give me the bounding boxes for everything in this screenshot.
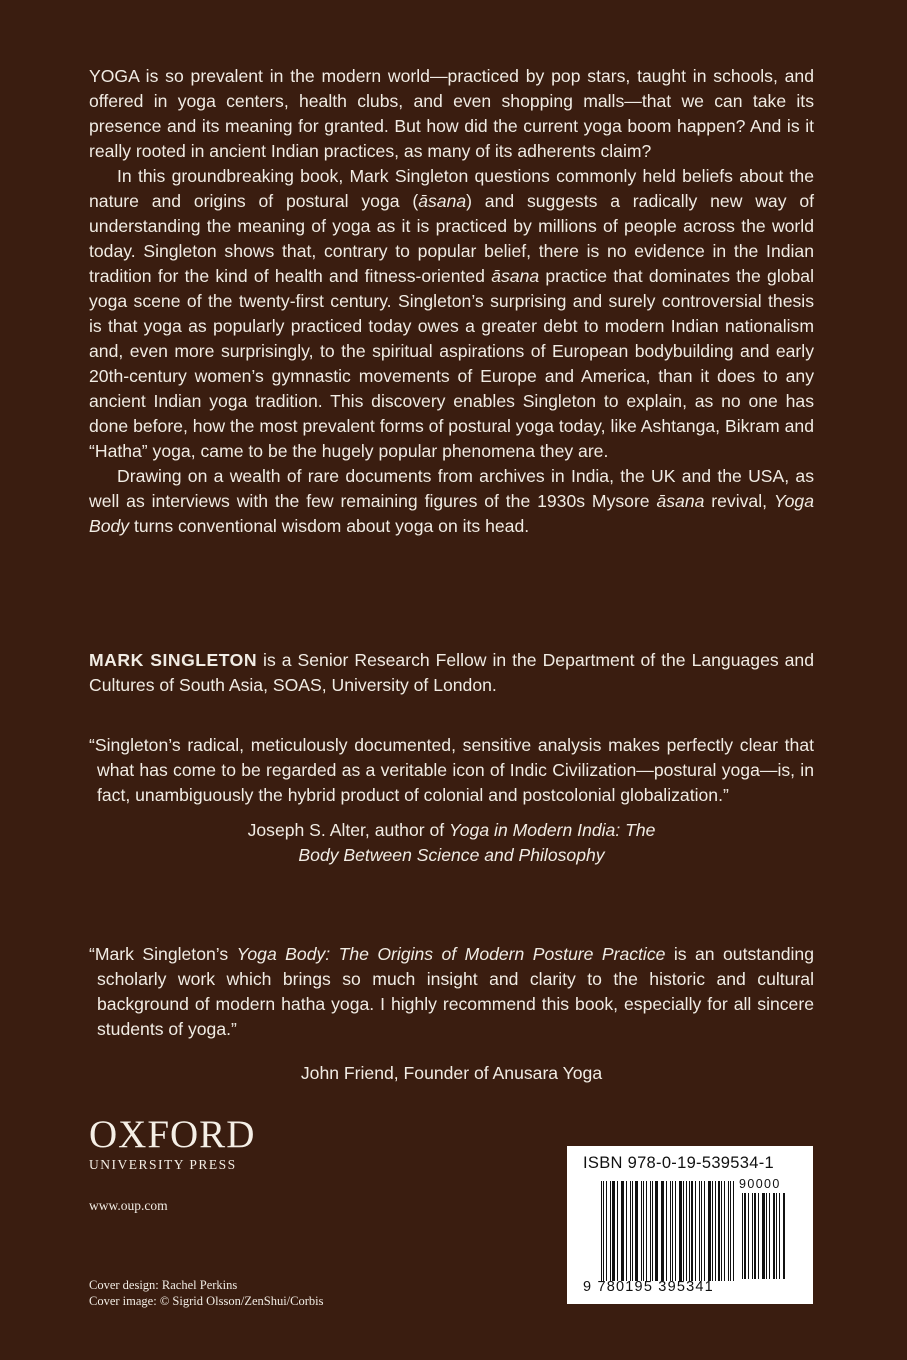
barcode-bar bbox=[762, 1193, 765, 1279]
barcode-bar bbox=[622, 1181, 624, 1281]
author-name: MARK SINGLETON bbox=[89, 650, 258, 670]
barcode-bar bbox=[769, 1193, 770, 1279]
endorsement-text-part: is an outstanding scholarly work which brings so much insight and clarity to the historic and cultural background of modern hatha yoga. I highly recommend this book, especially for all sincere students of yoga.” bbox=[97, 944, 814, 1039]
attribution-author: Joseph S. Alter, author of bbox=[247, 820, 450, 840]
barcode-bar bbox=[686, 1181, 687, 1281]
barcode-bar bbox=[675, 1181, 676, 1281]
barcode-bar bbox=[610, 1181, 611, 1281]
blurb-italic-term: āsana bbox=[491, 266, 540, 286]
endorsement-text bbox=[89, 942, 814, 1042]
author-bio-text: is a Senior Research Fellow in the Department of the Languages and Cultures of South Asia, SOAS, University of London. bbox=[89, 650, 814, 695]
barcode-bar bbox=[776, 1193, 777, 1279]
barcode-bar bbox=[643, 1181, 644, 1281]
endorsement-text-part: “Mark Singleton’s bbox=[89, 944, 237, 964]
barcode-bar bbox=[632, 1181, 634, 1281]
blurb-book-title: Yoga Body bbox=[89, 491, 814, 536]
barcode-bar bbox=[708, 1181, 711, 1281]
barcode-bar bbox=[606, 1181, 608, 1281]
endorsement-friend bbox=[89, 942, 814, 1042]
barcode-bar bbox=[652, 1181, 653, 1281]
blurb-text: Drawing on a wealth of rare documents from archives in India, the UK and the USA, as well as interviews with the few remaining figures of the 1930s Mysore bbox=[89, 466, 814, 511]
blurb-italic-term: āsana bbox=[418, 191, 467, 211]
publisher-url: www.oup.com bbox=[89, 1198, 168, 1213]
blurb-text: practice that dominates the global yoga scene of the twenty-first century. Singleton’s surprising and surely controversial thesis is that yoga as popularly practiced today owes a greater debt to modern Indian nationalism and, even more surprisingly, to the spiritual aspirations of European bodybuilding and early 20th-century women’s gymnastic movements of Europe and America, than it does to any ancient Indian yoga tradition. This discovery enables Singleton to explain, as no one has done before, how the most prevalent forms of postural yoga today, like Ashtanga, Bikram and “Hatha” yoga, came to be the hugely popular phenomena they are. bbox=[89, 266, 814, 461]
barcode-bar bbox=[742, 1193, 743, 1279]
barcode-bar bbox=[650, 1181, 651, 1281]
barcode-bar bbox=[748, 1193, 749, 1279]
blurb-text: turns conventional wisdom about yoga on its head. bbox=[129, 516, 530, 536]
barcode-bar bbox=[691, 1181, 693, 1281]
attribution-book-title: Body Between Science and Philosophy bbox=[298, 845, 605, 865]
barcode-bar bbox=[779, 1193, 780, 1279]
barcode-bars bbox=[601, 1181, 737, 1281]
barcode-bar bbox=[612, 1181, 615, 1281]
barcode-bar bbox=[683, 1181, 684, 1281]
isbn-barcode bbox=[567, 1146, 813, 1304]
blurb-text: In this groundbreaking book, Mark Singleton questions commonly held beliefs about the nature and origins of postural yoga ( bbox=[89, 166, 814, 211]
barcode-bar bbox=[679, 1181, 682, 1281]
endorsement-attribution bbox=[89, 818, 814, 868]
barcode-bar bbox=[630, 1181, 631, 1281]
barcode-bar bbox=[695, 1181, 696, 1281]
cover-image-credit: Cover image: © Sigrid Olsson/ZenShui/Corbis bbox=[89, 1294, 324, 1308]
endorsement-book-title: Yoga Body: The Origins of Modern Posture Practice bbox=[236, 944, 666, 964]
publisher-subtitle: UNIVERSITY PRESS bbox=[89, 1157, 237, 1172]
publisher-logo bbox=[89, 1115, 255, 1173]
barcode-bar bbox=[662, 1181, 664, 1281]
barcode-digits: 9 780195 395341 bbox=[583, 1279, 714, 1295]
barcode-bar bbox=[655, 1181, 658, 1281]
barcode-bar bbox=[626, 1181, 627, 1281]
cover-credits bbox=[89, 1277, 324, 1309]
endorsement-alter bbox=[89, 733, 814, 868]
barcode-bar bbox=[603, 1181, 604, 1281]
barcode-bar bbox=[601, 1181, 602, 1281]
barcode-bar bbox=[672, 1181, 674, 1281]
author-bio bbox=[89, 648, 814, 698]
barcode-bar bbox=[728, 1181, 729, 1281]
blurb-text: ) and suggests a radically new way of understanding the meaning of yoga as it is practiced by millions of people across the world today. Singleton shows that, contrary to popular belief, there is no evidence in the Indian tradition for the kind of health and fitness-oriented bbox=[89, 191, 814, 286]
barcode-addon-bars bbox=[742, 1193, 800, 1279]
barcode-bar bbox=[730, 1181, 732, 1281]
barcode-bar bbox=[617, 1181, 618, 1281]
blurb-paragraph-1: YOGA is so prevalent in the modern world—practiced by pop stars, taught in schools, and offered in yoga centers, health clubs, and even shopping malls—that we can take its presence and its meaning for granted. But how did the current yoga boom happen? And is it really rooted in ancient Indian practices, as many of its adherents claim? bbox=[89, 66, 814, 161]
barcode-bar bbox=[733, 1181, 734, 1281]
endorsement-text: “Singleton’s radical, meticulously documented, sensitive analysis makes perfectly clear that what has come to be regarded as a veritable icon of Indic Civilization—postural yoga—is, in fact, unambiguously the hybrid product of colonial and postcolonial globalization.” bbox=[89, 735, 814, 805]
endorsement-attribution: John Friend, Founder of Anusara Yoga bbox=[300, 1063, 603, 1083]
barcode-bar bbox=[670, 1181, 671, 1281]
barcode-bar bbox=[758, 1193, 759, 1279]
barcode-bar bbox=[701, 1181, 703, 1281]
barcode-bar bbox=[783, 1193, 785, 1279]
barcode-bar bbox=[646, 1181, 648, 1281]
cover-design-credit: Cover design: Rachel Perkins bbox=[89, 1278, 238, 1292]
barcode-bar bbox=[754, 1193, 756, 1279]
back-cover-blurb bbox=[89, 64, 814, 539]
barcode-bar bbox=[721, 1181, 722, 1281]
barcode-bar bbox=[699, 1181, 700, 1281]
barcode-bar bbox=[744, 1193, 746, 1279]
barcode-addon-number: 90000 bbox=[739, 1177, 781, 1191]
barcode-bar bbox=[724, 1181, 725, 1281]
isbn-number: ISBN 978-0-19-539534-1 bbox=[583, 1154, 774, 1172]
barcode-bar bbox=[715, 1181, 716, 1281]
barcode-bar bbox=[766, 1193, 767, 1279]
blurb-paragraph-3 bbox=[89, 464, 814, 539]
barcode-bar bbox=[666, 1181, 667, 1281]
barcode-bar bbox=[689, 1181, 690, 1281]
publisher-name: OXFORD bbox=[89, 1113, 256, 1156]
barcode-bar bbox=[661, 1181, 662, 1281]
blurb-italic-term: āsana bbox=[656, 491, 705, 511]
barcode-bar bbox=[704, 1181, 705, 1281]
barcode-bar bbox=[773, 1193, 775, 1279]
barcode-bar bbox=[641, 1181, 642, 1281]
barcode-bar bbox=[718, 1181, 720, 1281]
barcode-bar bbox=[712, 1181, 713, 1281]
barcode-bar bbox=[635, 1181, 638, 1281]
barcode-bar bbox=[752, 1193, 753, 1279]
blurb-text: revival, bbox=[704, 491, 774, 511]
barcode-bar bbox=[621, 1181, 622, 1281]
blurb-paragraph-2 bbox=[89, 164, 814, 464]
attribution-book-title: Yoga in Modern India: The bbox=[449, 820, 656, 840]
